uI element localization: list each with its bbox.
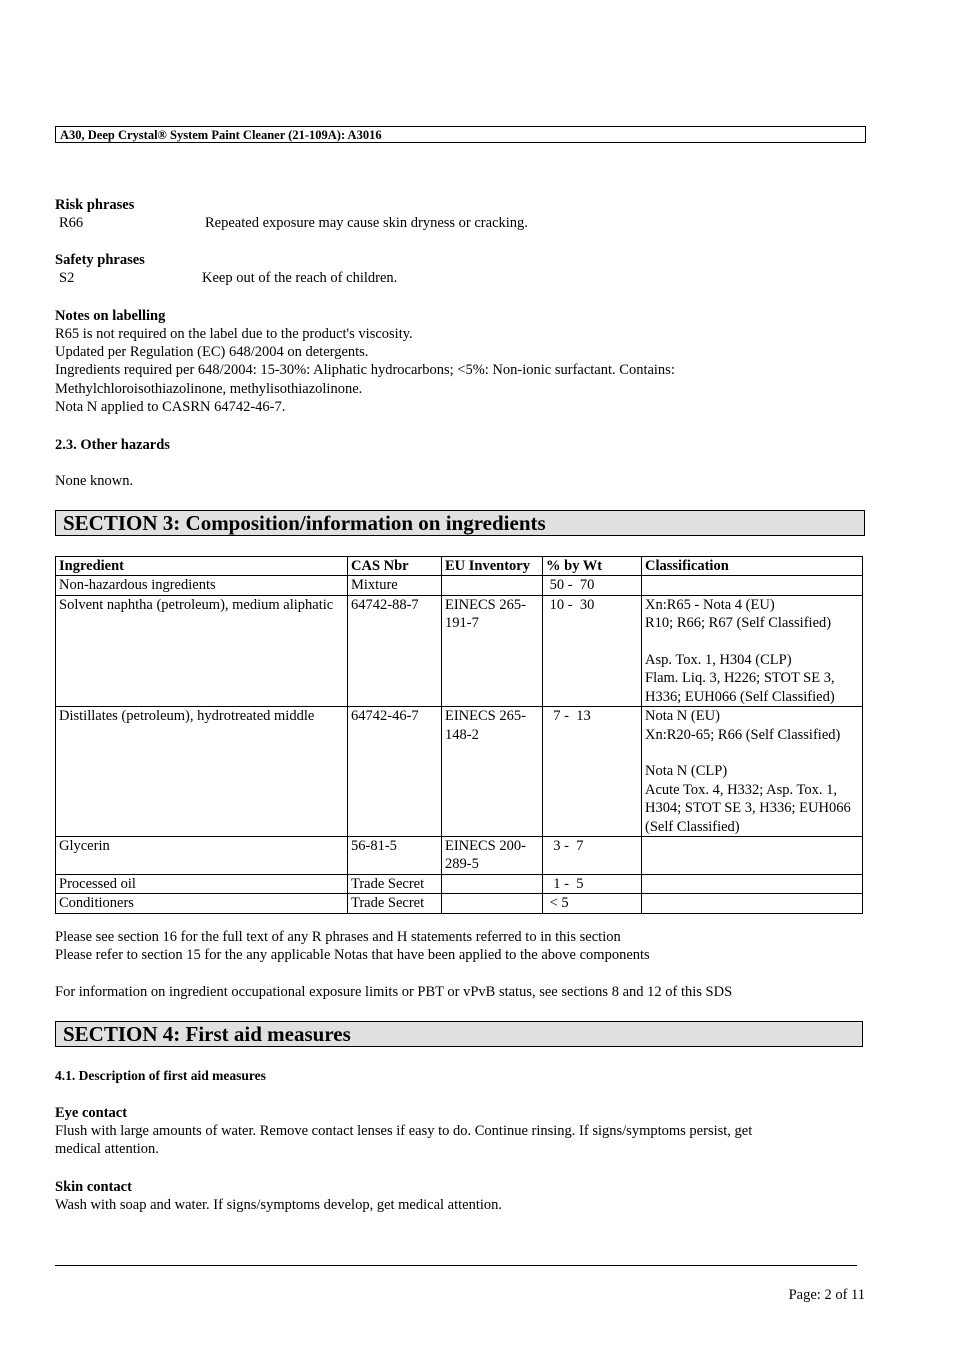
eu-cell: EINECS 200-289-5 — [442, 837, 543, 875]
table-row — [56, 894, 863, 913]
section-3-note: Please see section 16 for the full text of any R phrases and H statements referred to in this section — [55, 929, 621, 945]
eye-contact-heading: Eye contact — [55, 1105, 128, 1121]
safety-phrases-heading: Safety phrases — [55, 252, 145, 268]
page-number: Page: 2 of 11 — [788, 1287, 865, 1303]
safety-phrase-code: S2 — [59, 270, 75, 286]
section-3-title: SECTION 3: Composition/information on ingredients — [55, 510, 865, 536]
ingredient-cell: Non-hazardous ingredients — [56, 576, 348, 595]
wt-cell: 1 - 5 — [543, 874, 642, 893]
cas-cell: 56-81-5 — [348, 837, 442, 875]
notes-line: Nota N applied to CASRN 64742-46-7. — [55, 399, 286, 415]
classification-spacer — [645, 633, 859, 651]
cas-cell: Trade Secret — [348, 894, 442, 913]
eye-contact-text: Flush with large amounts of water. Remove contact lenses if easy to do. Continue rinsing. If signs/symptoms persist, get — [55, 1123, 753, 1139]
classification-line: Nota N (EU) — [645, 708, 720, 725]
skin-contact-heading: Skin contact — [55, 1179, 132, 1195]
wt-cell: 50 - 70 — [543, 576, 642, 595]
wt-cell: 3 - 7 — [543, 837, 642, 875]
risk-phrases-heading: Risk phrases — [55, 197, 135, 213]
table-row — [56, 874, 863, 893]
ingredient-cell: Glycerin — [56, 837, 348, 875]
table-row — [56, 595, 863, 706]
footer-rule — [55, 1265, 857, 1266]
notes-line: Methylchloroisothiazolinone, methylisothiazolinone. — [55, 381, 363, 397]
other-hazards-text: None known. — [55, 473, 134, 489]
ingredients-table — [55, 556, 863, 914]
ingredient-cell: Distillates (petroleum), hydrotreated middle — [56, 707, 348, 837]
table-header-row — [56, 557, 863, 576]
table-row — [56, 576, 863, 595]
safety-phrase-text: Keep out of the reach of children. — [202, 270, 398, 286]
classification-line: R10; R66; R67 (Self Classified) — [645, 615, 832, 632]
column-header: EU Inventory — [442, 557, 543, 576]
section-3-note: For information on ingredient occupational exposure limits or PBT or vPvB status, see sections 8 and 12 of this SDS — [55, 984, 733, 1000]
document-header: A30, Deep Crystal® System Paint Cleaner (21-109A): A3016 — [55, 126, 866, 143]
risk-phrase-text: Repeated exposure may cause skin dryness or cracking. — [205, 215, 528, 231]
classification-cell — [642, 707, 863, 837]
notes-line: R65 is not required on the label due to the product's viscosity. — [55, 326, 413, 342]
classification-line: Acute Tox. 4, H332; Asp. Tox. 1, H304; STOT SE 3, H336; EUH066 (Self Classified) — [645, 781, 851, 835]
classification-line: Xn:R20-65; R66 (Self Classified) — [645, 726, 841, 743]
eye-contact-text: medical attention. — [55, 1141, 159, 1157]
eu-cell — [442, 894, 543, 913]
classification-cell — [642, 874, 863, 893]
eu-cell — [442, 874, 543, 893]
column-header: % by Wt — [543, 557, 642, 576]
cas-cell: Mixture — [348, 576, 442, 595]
wt-cell: 10 - 30 — [543, 595, 642, 706]
eu-cell: EINECS 265-191-7 — [442, 595, 543, 706]
table-row — [56, 837, 863, 875]
risk-phrase-code: R66 — [59, 215, 84, 231]
cas-cell: 64742-46-7 — [348, 707, 442, 837]
classification-line: Flam. Liq. 3, H226; STOT SE 3, H336; EUH066 (Self Classified) — [645, 670, 835, 705]
column-header: CAS Nbr — [348, 557, 442, 576]
classification-spacer — [645, 744, 859, 762]
section-4-title: SECTION 4: First aid measures — [55, 1021, 863, 1047]
classification-cell — [642, 837, 863, 875]
other-hazards-heading: 2.3. Other hazards — [55, 437, 170, 453]
classification-cell — [642, 894, 863, 913]
column-header: Ingredient — [56, 557, 348, 576]
first-aid-subheading: 4.1. Description of first aid measures — [55, 1068, 266, 1083]
ingredient-cell: Conditioners — [56, 894, 348, 913]
section-3-note: Please refer to section 15 for the any applicable Notas that have been applied to the above components — [55, 947, 650, 963]
eu-cell: EINECS 265-148-2 — [442, 707, 543, 837]
column-header: Classification — [642, 557, 863, 576]
table-row — [56, 707, 863, 837]
notes-line: Ingredients required per 648/2004: 15-30%: Aliphatic hydrocarbons; <5%: Non-ionic surfactant. Contains: — [55, 362, 675, 378]
classification-cell — [642, 595, 863, 706]
wt-cell: 7 - 13 — [543, 707, 642, 837]
skin-contact-text: Wash with soap and water. If signs/symptoms develop, get medical attention. — [55, 1197, 503, 1213]
classification-line: Asp. Tox. 1, H304 (CLP) — [645, 652, 792, 669]
cas-cell: 64742-88-7 — [348, 595, 442, 706]
eu-cell — [442, 576, 543, 595]
ingredient-cell: Processed oil — [56, 874, 348, 893]
classification-cell — [642, 576, 863, 595]
classification-line: Xn:R65 - Nota 4 (EU) — [645, 596, 775, 613]
classification-line: Nota N (CLP) — [645, 763, 728, 780]
notes-line: Updated per Regulation (EC) 648/2004 on detergents. — [55, 344, 369, 360]
cas-cell: Trade Secret — [348, 874, 442, 893]
wt-cell: < 5 — [543, 894, 642, 913]
notes-labelling-heading: Notes on labelling — [55, 308, 166, 324]
ingredient-cell: Solvent naphtha (petroleum), medium aliphatic — [56, 595, 348, 706]
